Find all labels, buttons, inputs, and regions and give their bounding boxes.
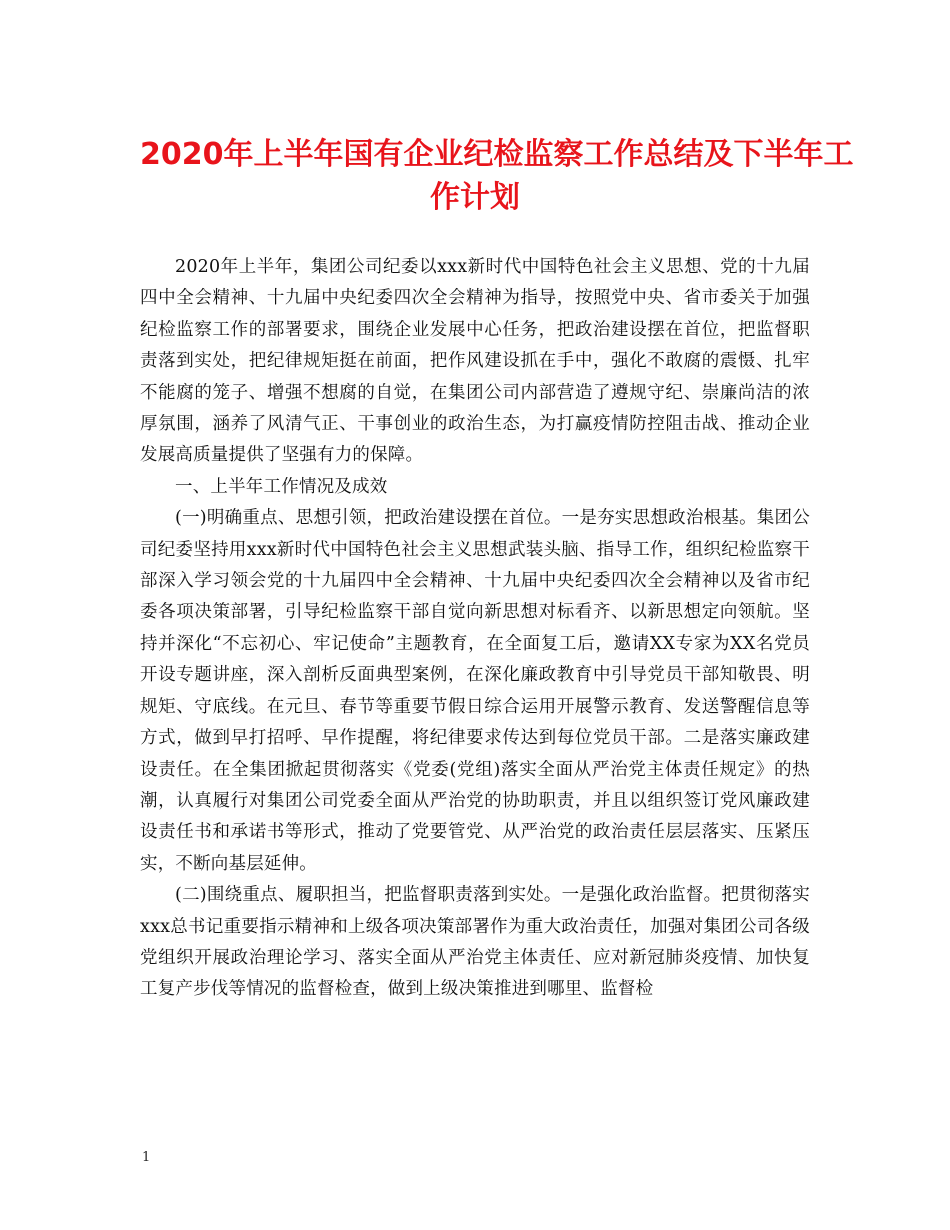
document-body xyxy=(140,252,810,1006)
section-heading: 一、上半年工作情况及成效 xyxy=(175,476,388,497)
paragraph-section-1: (一)明确重点、思想引领，把政治建设摆在首位。一是夯实思想政治根基。集团公司纪委坚持用xxx新时代中国特色社会主义思想武装头脑、指导工作，组织纪检监察干部深入学习领会党的十九届四中全会精神、十九届中央纪委四次全会精神以及省市纪委各项决策部署，引导纪检监察干部自觉向新思想对标看齐、以新思想定向领航。坚持并深化“不忘初心、牢记使命”主题教育，在全面复工后，邀请XX专家为XX名党员开设专题讲座，深入剖析反面典型案例，在深化廉政教育中引导党员干部知敬畏、明规矩、守底线。在元旦、春节等重要节假日综合运用开展警示教育、发送警醒信息等方式，做到早打招呼、早作提醒，将纪律要求传达到每位党员干部。二是落实廉政建设责任。在全集团掀起贯彻落实《党委(党组)落实全面从严治党主体责任规定》的热潮，认真履行对集团公司党委全面从严治党的协助职责，并且以组织签订党风廉政建设责任书和承诺书等形式，推动了党要管党、从严治党的政治责任层层落实、压紧压实，不断向基层延伸。 xyxy=(140,508,810,874)
document-title-line-2: 作计划 xyxy=(430,180,520,215)
page-number: 1 xyxy=(142,1150,151,1165)
document-title-line-1: 2020年上半年国有企业纪检监察工作总结及下半年工 xyxy=(140,137,854,172)
paragraph-section-2: (二)围绕重点、履职担当，把监督职责落到实处。一是强化政治监督。把贯彻落实xxx总书记重要指示精神和上级各项决策部署作为重大政治责任，加强对集团公司各级党组织开展政治理论学习、落实全面从严治党主体责任、应对新冠肺炎疫情、加快复工复产步伐等情况的监督检查，做到上级决策推进到哪里、监督检 xyxy=(140,885,810,1000)
paragraph-intro: 2020年上半年，集团公司纪委以xxx新时代中国特色社会主义思想、党的十九届四中全会精神、十九届中央纪委四次全会精神为指导，按照党中央、省市委关于加强纪检监察工作的部署要求，围绕企业发展中心任务，把政治建设摆在首位，把监督职责落到实处，把纪律规矩挺在前面，把作风建设抓在手中，强化不敢腐的震慑、扎牢不能腐的笼子、增强不想腐的自觉，在集团公司内部营造了遵规守纪、崇廉尚洁的浓厚氛围，涵养了风清气正、干事创业的政治生态，为打赢疫情防控阻击战、推动企业发展高质量提供了坚强有力的保障。 xyxy=(140,257,810,466)
